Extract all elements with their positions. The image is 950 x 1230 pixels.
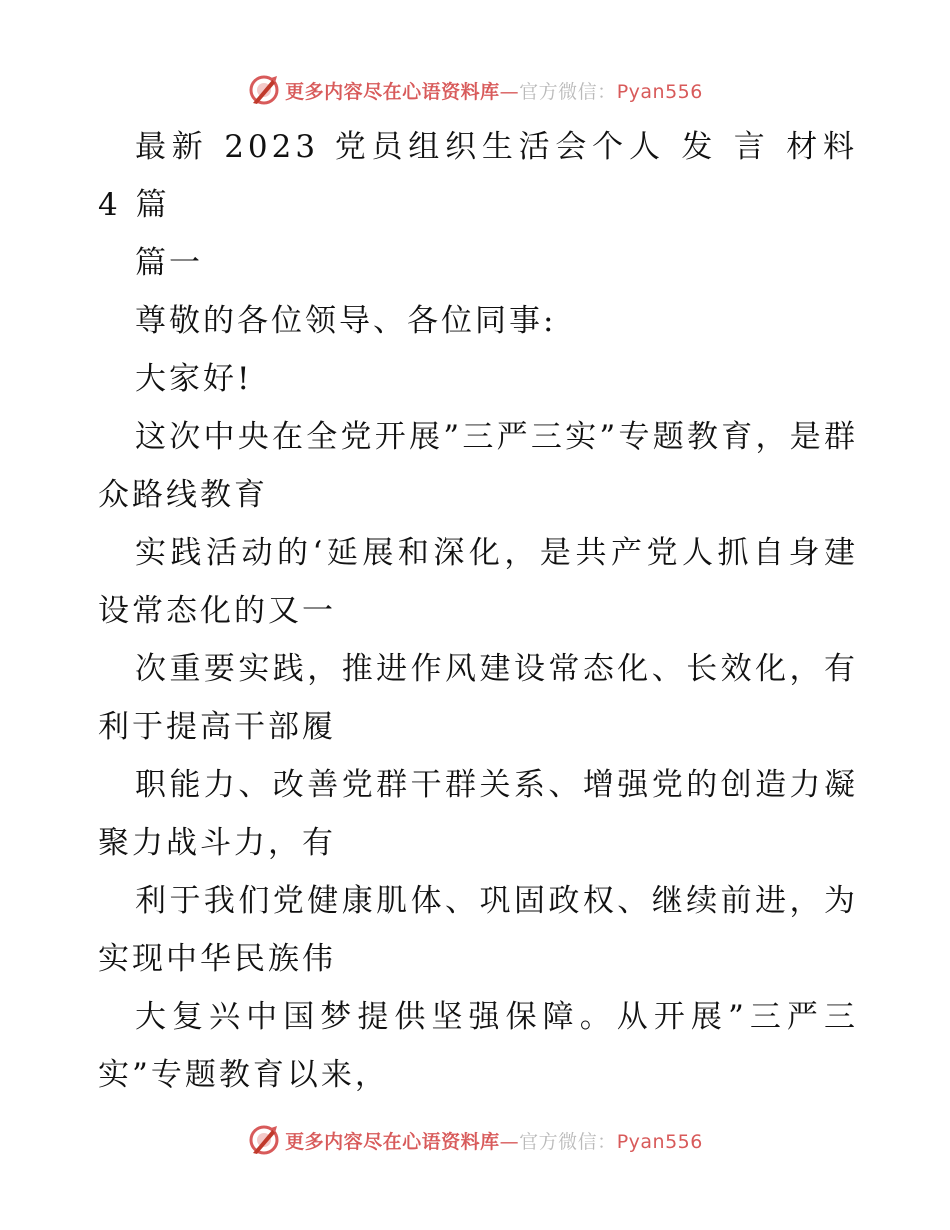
- watermark-separator: —: [499, 1130, 520, 1153]
- watermark-wechat-id: Pyan556: [616, 1130, 703, 1153]
- paragraph: 职能力、改善党群干群关系、增强党的创造力凝聚力战斗力，有: [98, 767, 858, 861]
- watermark-label: 官方微信：: [519, 1130, 617, 1153]
- watermark-separator: —: [499, 80, 520, 103]
- watermark-brand: 更多内容尽在心语资料库: [285, 80, 500, 103]
- document-title: 最新 2023 党员组织生活会个人 发 言 材料 4 篇: [98, 129, 858, 223]
- paragraph: 大家好!: [135, 361, 253, 397]
- paragraph: 大复兴中国梦提供坚强保障。从开展”三严三实”专题教育以来，: [98, 999, 858, 1093]
- paragraph: 次重要实践，推进作风建设常态化、长效化，有利于提高干部履: [98, 651, 858, 745]
- watermark-label: 官方微信：: [519, 80, 617, 103]
- paragraph: 实践活动的‘延展和深化，是共产党人抓自身建设常态化的又一: [98, 535, 858, 629]
- watermark-text: [285, 1127, 703, 1154]
- footer-watermark: [0, 1120, 950, 1160]
- paragraph: 篇一: [135, 245, 203, 281]
- document-body: [98, 118, 858, 1104]
- paragraph: 尊敬的各位领导、各位同事:: [135, 303, 557, 339]
- watermark-brand: 更多内容尽在心语资料库: [285, 1130, 500, 1153]
- watermark-wechat-id: Pyan556: [616, 80, 703, 103]
- header-watermark: [0, 70, 950, 110]
- quill-logo-icon: [247, 73, 281, 107]
- watermark-text: [285, 77, 703, 104]
- paragraph: 利于我们党健康肌体、巩固政权、继续前进，为实现中华民族伟: [98, 883, 858, 977]
- quill-logo-icon: [247, 1123, 281, 1157]
- paragraph: 这次中央在全党开展”三严三实”专题教育，是群众路线教育: [98, 419, 858, 513]
